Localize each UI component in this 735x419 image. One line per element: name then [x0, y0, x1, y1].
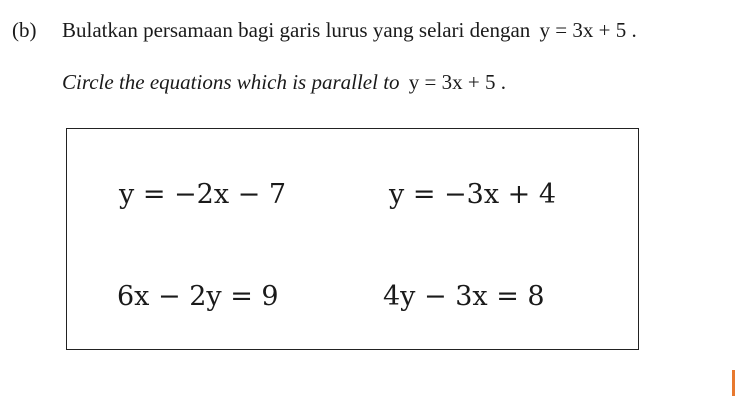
malay-reference-equation: y = 3x + 5 . — [539, 18, 637, 42]
option-equation-4[interactable]: 4y − 3x = 8 — [383, 281, 545, 312]
question-text-english — [62, 70, 506, 95]
option-equation-3[interactable]: 6x − 2y = 9 — [117, 281, 279, 312]
english-instruction: Circle the equations which is parallel to — [62, 70, 400, 94]
malay-instruction: Bulatkan persamaan bagi garis lurus yang selari dengan — [62, 18, 531, 42]
option-equation-1[interactable]: y = −2x − 7 — [119, 179, 287, 210]
equation-options-box — [66, 128, 639, 350]
question-text-malay — [62, 18, 637, 43]
question-label: (b) — [12, 18, 37, 42]
option-equation-2[interactable]: y = −3x + 4 — [389, 179, 557, 210]
english-reference-equation: y = 3x + 5 . — [408, 70, 506, 94]
